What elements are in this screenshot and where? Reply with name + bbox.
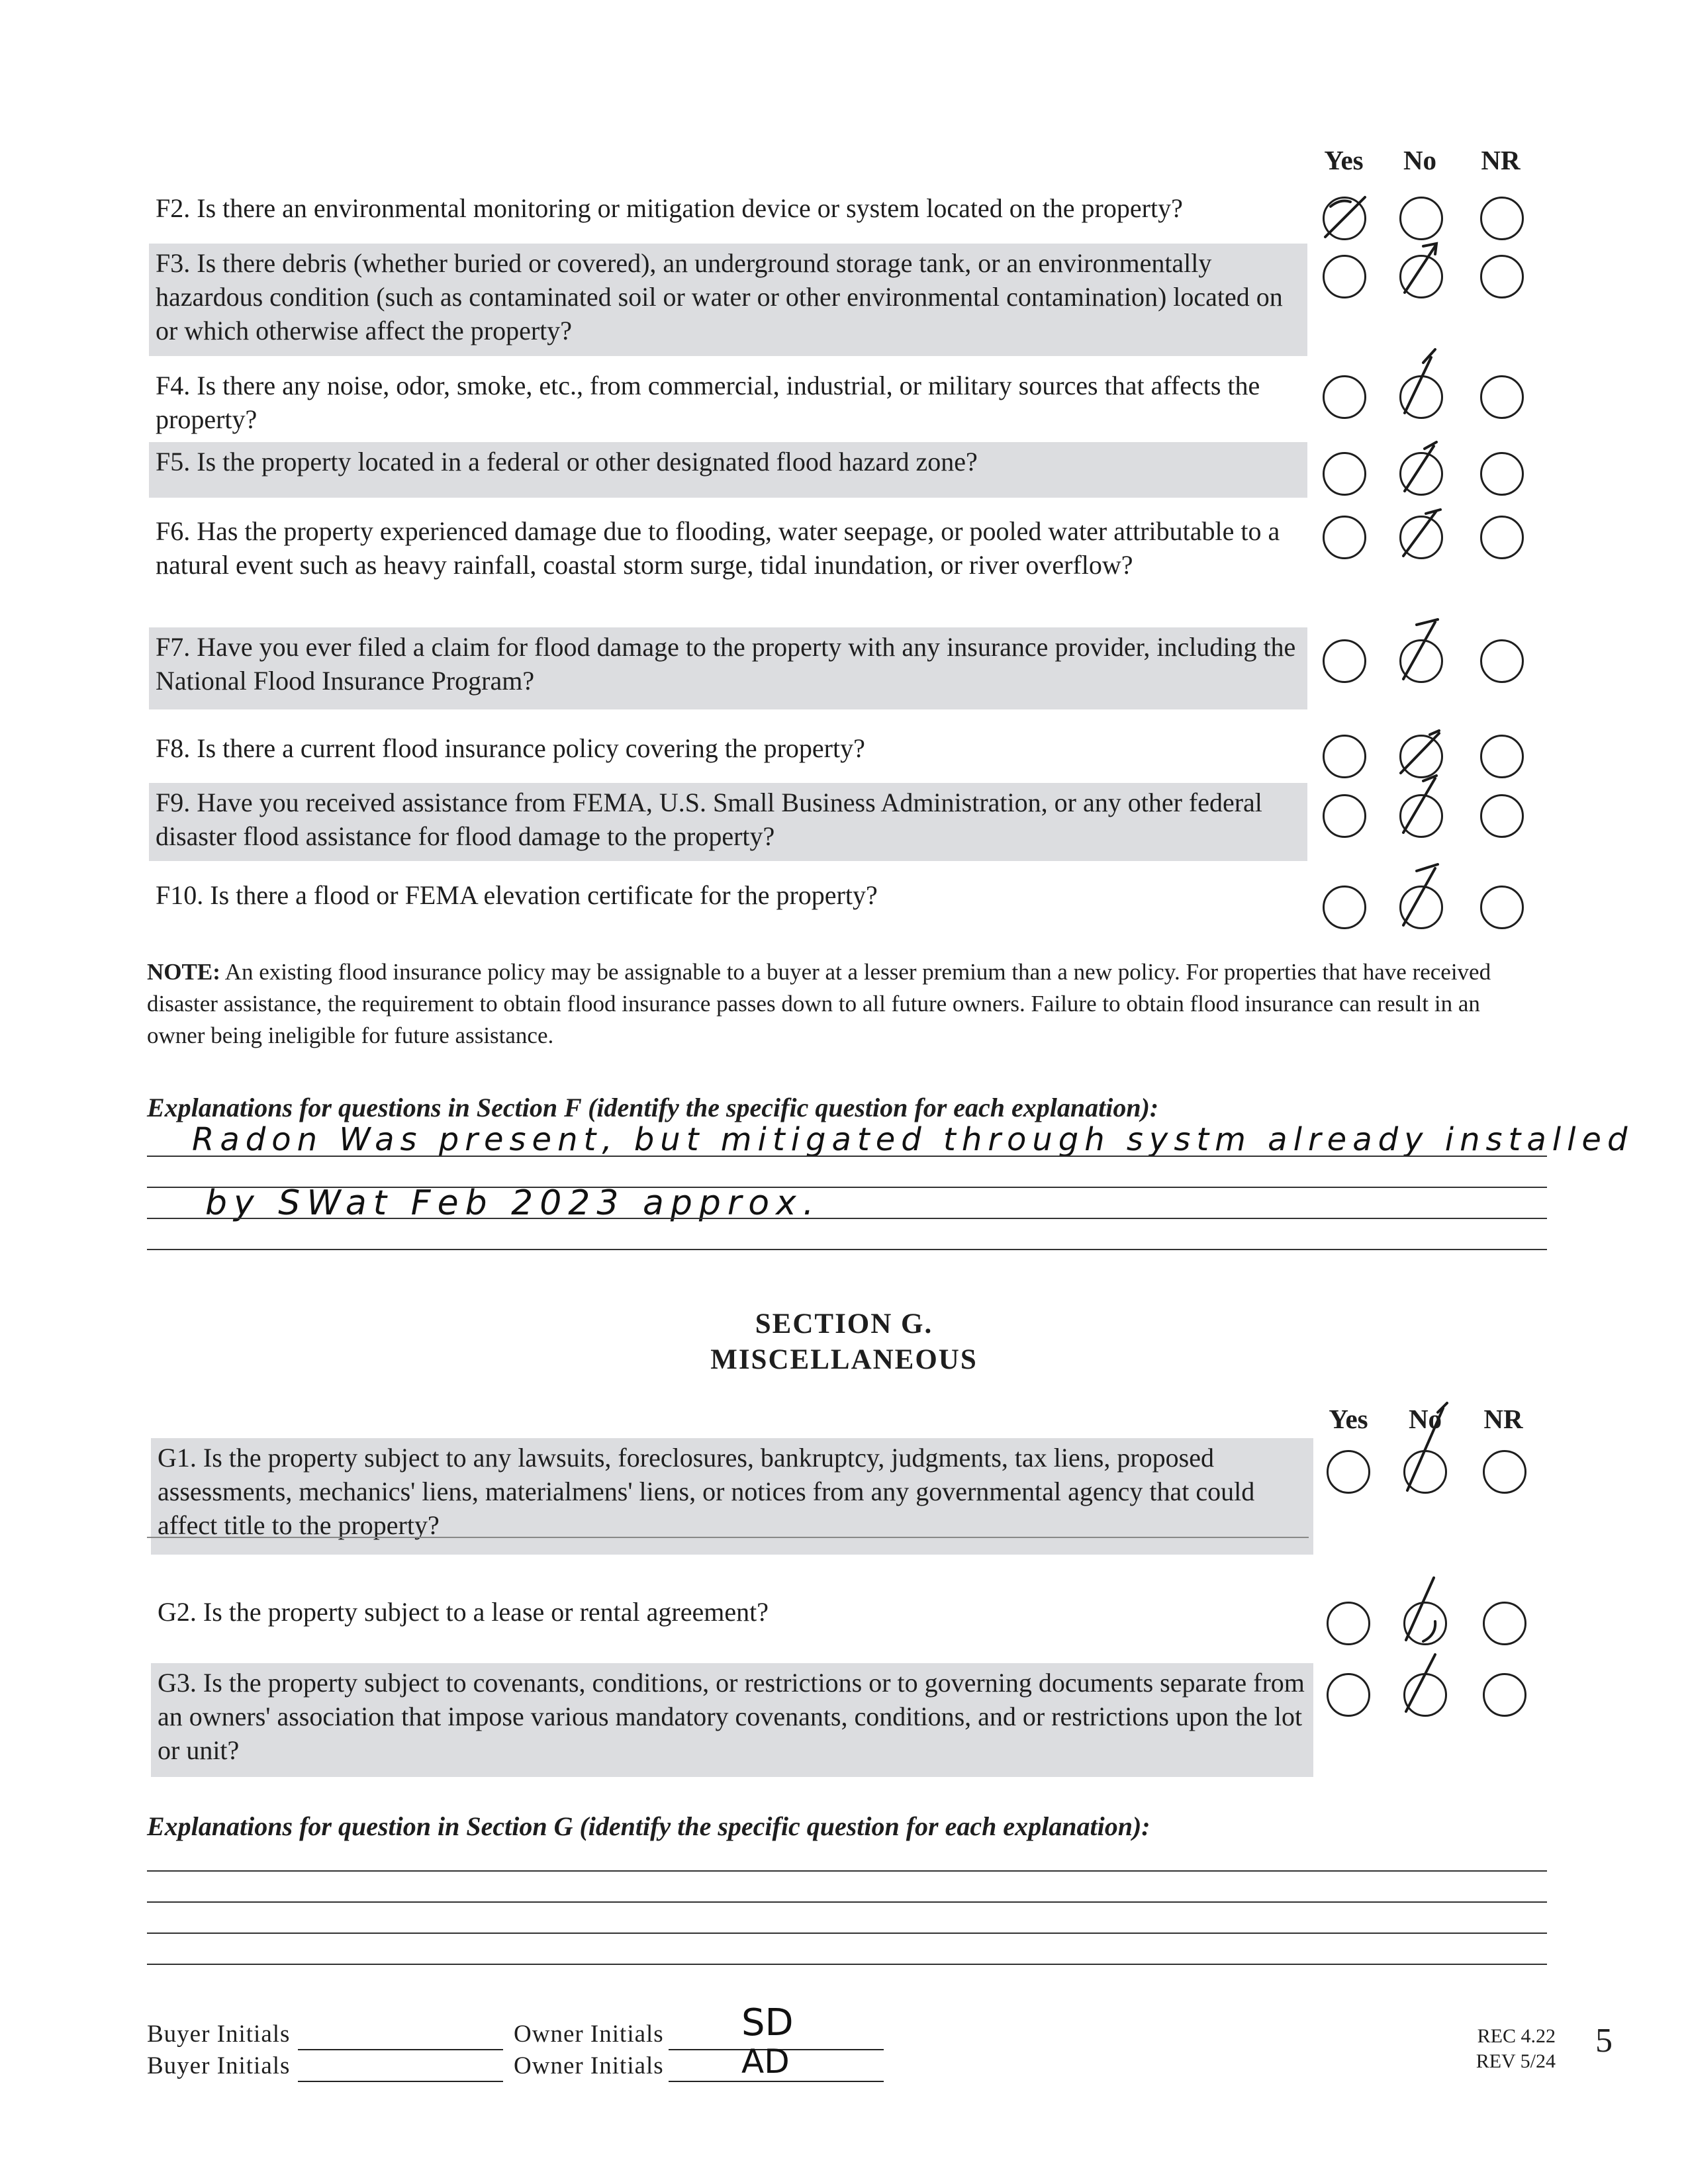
- form-revision: REV 5/24: [1476, 2050, 1556, 2072]
- question-f4: F4. Is there any noise, odor, smoke, etc., from commercial, industrial, or military sources that affects the property?: [156, 371, 1260, 434]
- owner-initials-field-2[interactable]: [669, 2081, 884, 2082]
- explanation-g-rule-2: [147, 1901, 1547, 1903]
- explanation-f-line1: Radon Was present, but mitigated through systm already installed: [192, 1121, 1634, 1158]
- buyer-initials-field-2[interactable]: [298, 2081, 503, 2082]
- check-g2-no-hook: [1423, 1621, 1435, 1641]
- question-f10: F10. Is there a flood or FEMA elevation certificate for the property?: [156, 880, 878, 910]
- buyer-initials-label-2: Buyer Initials: [147, 2052, 291, 2079]
- explanation-g-rule-4: [147, 1964, 1547, 1965]
- question-f2: F2. Is there an environmental monitoring or mitigation device or system located on the property?: [156, 193, 1183, 223]
- check-g3-no: [1406, 1655, 1435, 1711]
- question-g2: G2. Is the property subject to a lease or rental agreement?: [158, 1597, 769, 1627]
- buyer-initials-field-1[interactable]: [298, 2049, 503, 2050]
- header-nr: NR: [1481, 145, 1521, 175]
- question-f7: F7. Have you ever filed a claim for flood damage to the property with any insurance provider, including the National Flood Insurance Program?: [149, 627, 1307, 709]
- owner-initials-value-1: SD: [741, 2001, 794, 2044]
- question-g3: G3. Is the property subject to covenants, conditions, or restrictions or to governing documents separate from an owners' association that impose various mandatory covenants, conditions, and or restrictions upon the lot or unit?: [151, 1663, 1313, 1777]
- explanations-f-title: Explanations for questions in Section F (identify the specific question for each explanation):: [147, 1093, 1159, 1122]
- header-g-yes: Yes: [1329, 1404, 1368, 1434]
- owner-initials-label-1: Owner Initials: [514, 2021, 664, 2048]
- explanations-g-title: Explanations for question in Section G (identify the specific question for each explanation):: [147, 1811, 1150, 1841]
- question-f8: F8. Is there a current flood insurance policy covering the property?: [156, 733, 865, 763]
- header-g-nr: NR: [1483, 1404, 1523, 1434]
- section-g-title: SECTION G.: [755, 1308, 933, 1340]
- question-f6: F6. Has the property experienced damage due to flooding, water seepage, or pooled water attributable to a natural event such as heavy rainfall, coastal storm surge, tidal inundation, or river overflow?: [156, 516, 1280, 580]
- check-g2-no: [1406, 1578, 1434, 1640]
- explanation-g-rule-1: [147, 1870, 1547, 1872]
- owner-initials-value-2: AD: [741, 2042, 790, 2081]
- question-g1: G1. Is the property subject to any lawsuits, foreclosures, bankruptcy, judgments, tax liens, proposed assessments, mechanics' liens, materialmens' liens, or notices from any governmental agency that could affect title to the property?: [151, 1438, 1313, 1555]
- section-g-subtitle: MISCELLANEOUS: [710, 1344, 978, 1375]
- explanation-f-line2: by SWat Feb 2023 approx.: [205, 1183, 821, 1223]
- note-label: NOTE:: [147, 959, 220, 985]
- header-g-no: No: [1408, 1404, 1442, 1434]
- owner-initials-label-2: Owner Initials: [514, 2052, 664, 2079]
- question-f3: F3. Is there debris (whether buried or covered), an underground storage tank, or an environmentally hazardous condition (such as contaminated soil or water or other environmental contamination) located on or which otherwise affect the property?: [149, 244, 1307, 356]
- buyer-initials-label-1: Buyer Initials: [147, 2021, 291, 2048]
- header-yes: Yes: [1324, 145, 1364, 175]
- page-number: 5: [1595, 2022, 1613, 2060]
- form-code: REC 4.22: [1477, 2025, 1556, 2047]
- check-g1-no: [1407, 1408, 1443, 1490]
- question-f9: F9. Have you received assistance from FEMA, U.S. Small Business Administration, or any other federal disaster flood assistance for flood damage to the property?: [149, 783, 1307, 861]
- question-f5: F5. Is the property located in a federal or other designated flood hazard zone?: [149, 442, 1307, 498]
- explanation-g-rule-3: [147, 1933, 1547, 1934]
- note-text: An existing flood insurance policy may be assignable to a buyer at a lesser premium than a new policy. For properties that have received disaster assistance, the requirement to obtain flood insurance passes down to all future owners. Failure to obtain flood insurance can result in an owner being ineligible for future assistance.: [147, 959, 1491, 1048]
- header-no: No: [1403, 145, 1437, 175]
